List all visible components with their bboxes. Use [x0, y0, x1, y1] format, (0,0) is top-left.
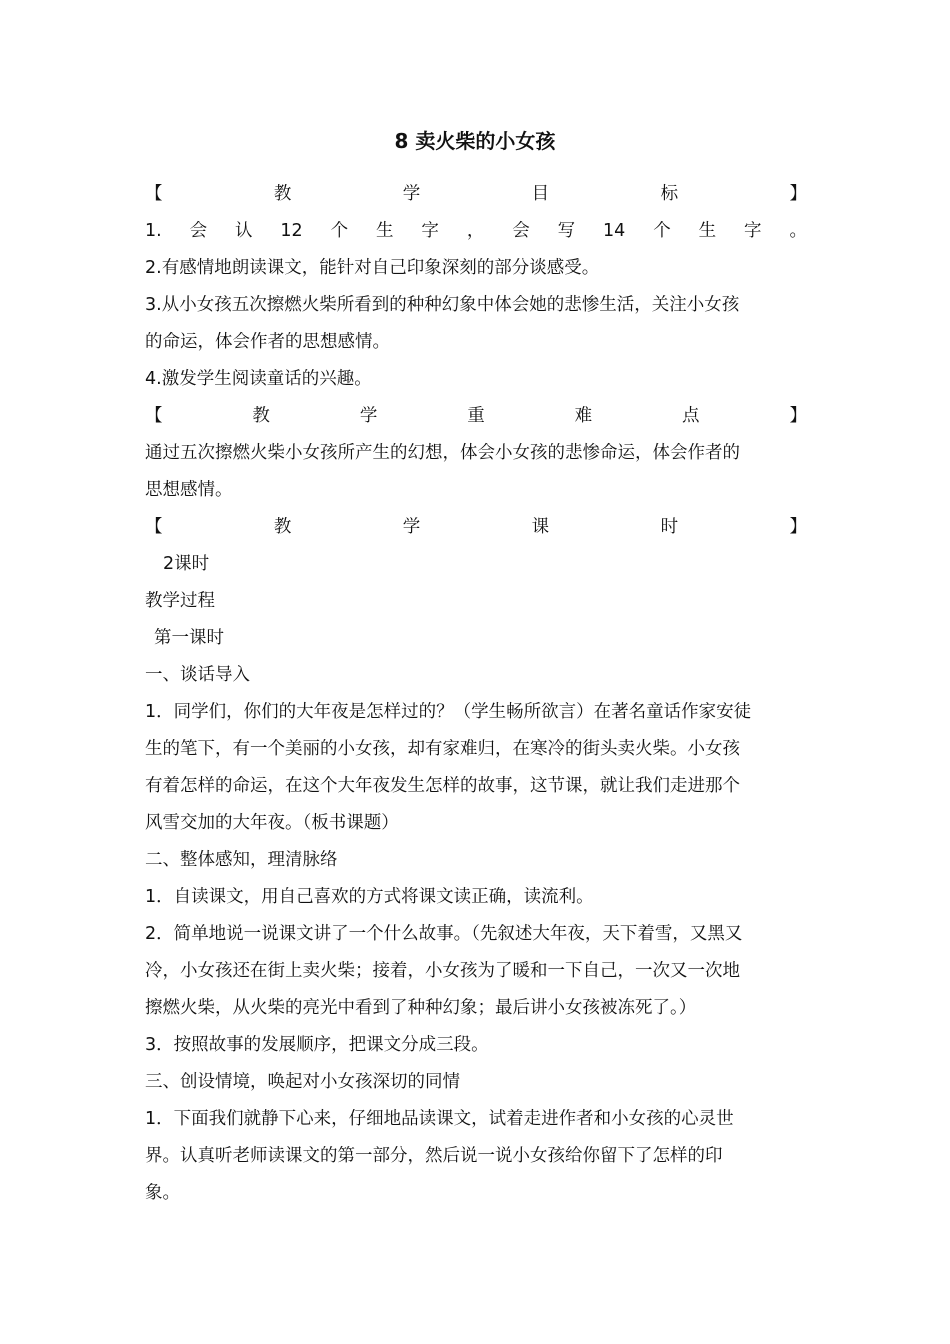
goal-4: 4.激发学生阅读童话的兴趣。 — [145, 369, 372, 389]
section-3-heading: 三、创设情境，唤起对小女孩深切的同情 — [145, 1072, 460, 1092]
section-2-item-2-line: 2．简单地说一说课文讲了一个什么故事。（先叙述大年夜，天下着雪，又黑又 — [145, 924, 743, 944]
goal-1-token: 写 — [557, 221, 576, 241]
header-char: 教 — [273, 517, 292, 537]
bracket-close: 】 — [789, 406, 807, 426]
header-char: 重 — [467, 406, 485, 426]
header-char: 学 — [402, 184, 421, 204]
section-1-paragraph-line: 1．同学们，你们的大年夜是怎样过的？（学生畅所欲言）在著名童话作家安徒 — [145, 702, 752, 722]
bracket-open: 【 — [145, 184, 163, 204]
process-heading: 教学过程 — [145, 591, 215, 611]
goal-1-token: 1. — [145, 221, 162, 241]
hours-value: 2课时 — [163, 554, 210, 574]
goal-1-token: 12 — [280, 221, 303, 241]
section-1-heading: 一、谈话导入 — [145, 665, 250, 685]
section-1-paragraph-line: 风雪交加的大年夜。（板书课题） — [145, 813, 399, 833]
bracket-open: 【 — [145, 406, 163, 426]
goal-1-token: 生 — [698, 221, 717, 241]
goal-1-token: 会 — [189, 221, 208, 241]
goal-1-token: 字 — [421, 221, 439, 241]
goal-2: 2.有感情地朗读课文，能针对自己印象深刻的部分谈感受。 — [145, 258, 600, 278]
goal-1-token: 。 — [789, 221, 807, 241]
section-3-item-1-line: 1．下面我们就静下心来，仔细地品读课文，试着走进作者和小女孩的心灵世 — [145, 1109, 734, 1129]
goal-1-token: ， — [466, 221, 485, 241]
header-char: 标 — [660, 184, 679, 204]
goal-1-token: 14 — [603, 221, 626, 241]
goals-header — [145, 176, 807, 213]
section-2-item-1: 1．自读课文，用自己喜欢的方式将课文读正确，读流利。 — [145, 887, 594, 907]
key-points-line-1: 通过五次擦燃火柴小女孩所产生的幻想，体会小女孩的悲惨命运，体会作者的 — [145, 443, 740, 463]
section-2-heading: 二、整体感知，理清脉络 — [145, 850, 338, 870]
key-points-header — [145, 398, 807, 435]
goal-1-token: 会 — [512, 221, 530, 241]
goal-1-token: 个 — [653, 221, 671, 241]
goal-3-line-1: 3.从小女孩五次擦燃火柴所看到的种种幻象中体会她的悲惨生活，关注小女孩 — [145, 295, 740, 315]
document-body — [145, 176, 807, 1212]
hours-header — [145, 509, 807, 546]
key-points-line-2: 思想感情。 — [145, 480, 233, 500]
goal-3-line-2: 的命运，体会作者的思想感情。 — [145, 332, 390, 352]
section-2-item-2-line: 擦燃火柴，从火柴的亮光中看到了种种幻象；最后讲小女孩被冻死了。） — [145, 998, 697, 1018]
header-char: 课 — [531, 517, 550, 537]
header-char: 时 — [660, 517, 679, 537]
section-2-item-2-line: 冷，小女孩还在街上卖火柴；接着，小女孩为了暖和一下自己，一次又一次地 — [145, 961, 740, 981]
header-char: 学 — [359, 406, 378, 426]
header-char: 教 — [252, 406, 270, 426]
section-1-paragraph-line: 生的笔下，有一个美丽的小女孩，却有家难归，在寒冷的街头卖火柴。小女孩 — [145, 739, 740, 759]
header-char: 目 — [531, 184, 550, 204]
section-1-paragraph-line: 有着怎样的命运，在这个大年夜发生怎样的故事，这节课，就让我们走进那个 — [145, 776, 740, 796]
bracket-close: 】 — [789, 184, 807, 204]
bracket-close: 】 — [789, 517, 807, 537]
document-title: 8 卖火柴的小女孩 — [394, 129, 556, 153]
lesson-1-heading: 第一课时 — [154, 628, 224, 648]
header-char: 学 — [402, 517, 421, 537]
goal-1-token: 个 — [330, 221, 349, 241]
header-char: 点 — [682, 406, 700, 426]
goal-1 — [145, 213, 807, 250]
header-char: 教 — [273, 184, 292, 204]
goal-1-token: 字 — [744, 221, 762, 241]
bracket-open: 【 — [145, 517, 163, 537]
goal-1-token: 生 — [376, 221, 394, 241]
header-char: 难 — [574, 406, 593, 426]
goal-1-token: 认 — [235, 221, 253, 241]
section-2-item-3: 3．按照故事的发展顺序，把课文分成三段。 — [145, 1035, 489, 1055]
section-3-item-1-line: 象。 — [145, 1183, 180, 1203]
section-3-item-1-line: 界。认真听老师读课文的第一部分，然后说一说小女孩给你留下了怎样的印 — [145, 1146, 723, 1166]
